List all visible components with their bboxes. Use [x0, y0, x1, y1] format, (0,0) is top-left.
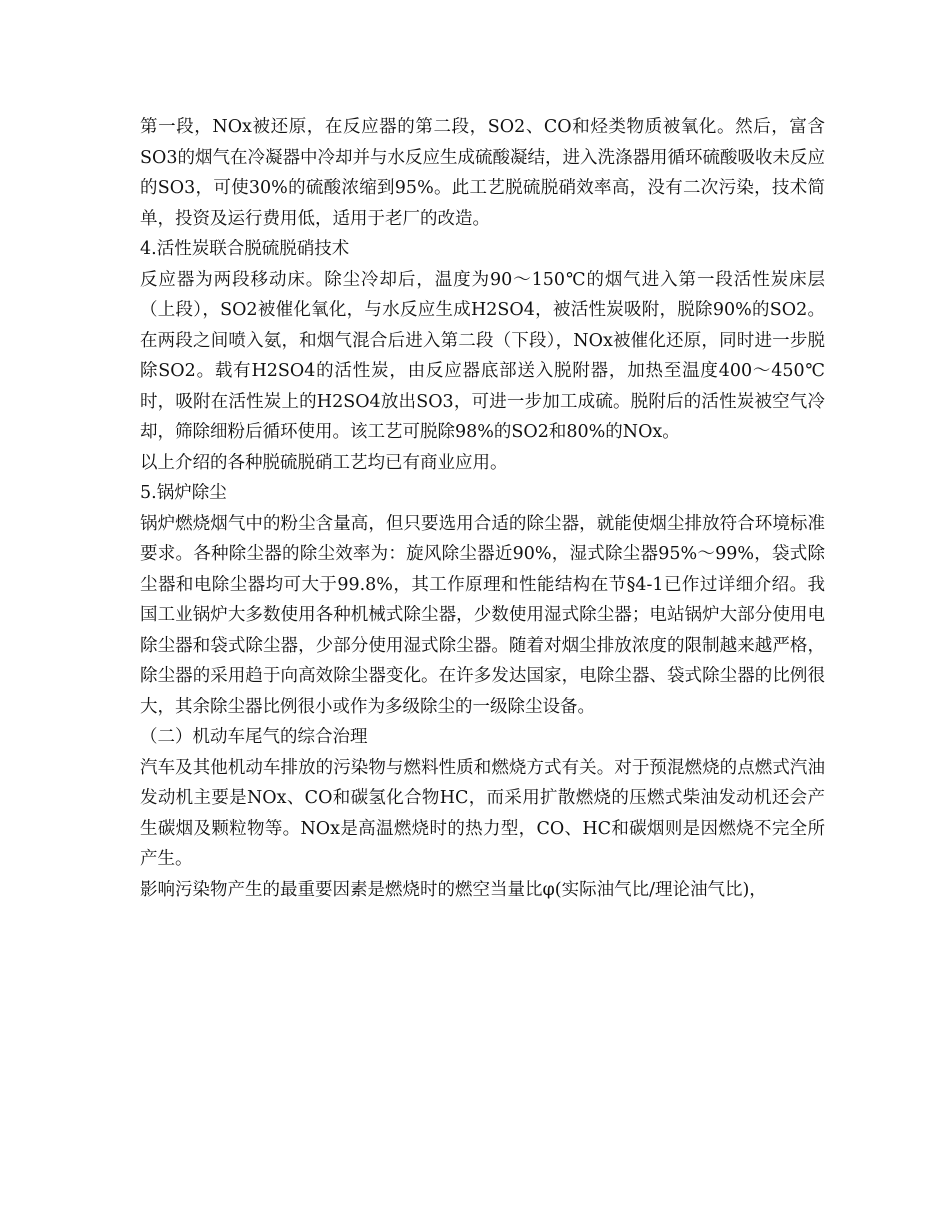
- section-heading-boiler-dust: 5.锅炉除尘: [140, 483, 227, 503]
- section-heading-vehicle-exhaust: （二）机动车尾气的综合治理: [140, 727, 368, 747]
- document-page: [140, 112, 825, 905]
- paragraph-vehicle-pollutants: 汽车及其他机动车排放的污染物与燃料性质和燃烧方式有关。对于预混燃烧的点燃式汽油发动机主要是NOx、CO和碳氢化合物HC，而采用扩散燃烧的压燃式柴油发动机还会产生碳烟及颗粒物等。NOx是高温燃烧时的热力型，CO、HC和碳烟则是因燃烧不完全所产生。: [140, 757, 825, 869]
- section-heading-activated-carbon: 4.活性炭联合脱硫脱硝技术: [140, 239, 350, 259]
- paragraph-boiler-dust: 锅炉燃烧烟气中的粉尘含量高，但只要选用合适的除尘器，就能使烟尘排放符合环境标准要求。各种除尘器的除尘效率为：旋风除尘器近90%，湿式除尘器95%～99%，袋式除尘器和电除尘器均可大于99.8%，其工作原理和性能结构在节§4-1已作过详细介绍。我国工业锅炉大多数使用各种机械式除尘器，少数使用湿式除尘器；电站锅炉大部分使用电除尘器和袋式除尘器，少部分使用湿式除尘器。随着对烟尘排放浓度的限制越来越严格，除尘器的采用趋于向高效除尘器变化。在许多发达国家，电除尘器、袋式除尘器的比例很大，其余除尘器比例很小或作为多级除尘的一级除尘设备。: [140, 513, 825, 717]
- paragraph-equivalence-ratio: 影响污染物产生的最重要因素是燃烧时的燃空当量比φ(实际油气比/理论油气比)，: [140, 879, 767, 900]
- paragraph-commercial-note: 以上介绍的各种脱硫脱硝工艺均已有商业应用。: [140, 452, 508, 473]
- paragraph-activated-carbon: 反应器为两段移动床。除尘冷却后，温度为90～150℃的烟气进入第一段活性炭床层（上段），SO2被催化氧化，与水反应生成H2SO4，被活性炭吸附，脱除90%的SO2。在两段之间喷入氨，和烟气混合后进入第二段（下段），NOx被催化还原，同时进一步脱除SO2。载有H2SO4的活性炭，由反应器底部送入脱附器，加热至温度400～450℃时，吸附在活性炭上的H2SO4放出SO3，可进一步加工成硫。脱附后的活性炭被空气冷却，筛除细粉后循环使用。该工艺可脱除98%的SO2和80%的NOx。: [140, 269, 825, 442]
- paragraph-scr-tail: 第一段，NOx被还原，在反应器的第二段，SO2、CO和烃类物质被氧化。然后，富含SO3的烟气在冷凝器中冷却并与水反应生成硫酸凝结，进入洗涤器用循环硫酸吸收未反应的SO3，可使30%的硫酸浓缩到95%。此工艺脱硫脱硝效率高，没有二次污染，技术简单，投资及运行费用低，适用于老厂的改造。: [140, 117, 825, 229]
